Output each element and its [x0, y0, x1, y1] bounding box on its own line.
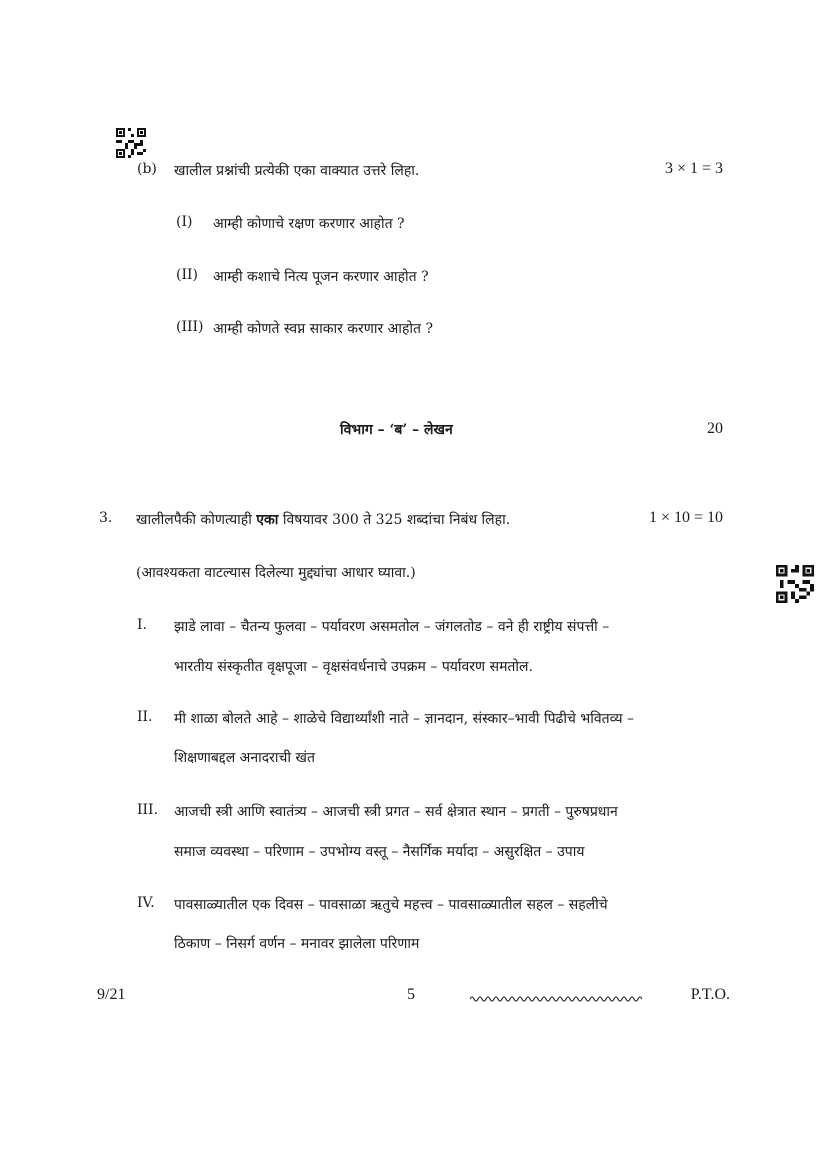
question3-hint: (आवश्यकता वाटल्यास दिलेल्या मुद्द्यांचा आधार घ्यावा.)	[136, 565, 416, 581]
instruction-emphasis: एका	[256, 512, 279, 528]
part-b-label: (b)	[137, 161, 157, 177]
question-number: (III)	[176, 319, 204, 335]
qr-code-right	[776, 565, 814, 603]
topic-number: IV.	[137, 895, 155, 911]
part-b-marks: 3 × 1 = 3	[664, 160, 723, 177]
footer-page-number: 5	[407, 986, 415, 1003]
topic-line: पावसाळ्यातील एक दिवस – पावसाळा ऋतुचे महत्त्व – पावसाळ्यातील सहल – सहलीचे	[174, 897, 608, 913]
question-text: आम्ही कशाचे नित्य पूजन करणार आहोत ?	[213, 269, 429, 285]
topic-line: भारतीय संस्कृतीत वृक्षपूजा – वृक्षसंवर्धनाचे उपक्रम – पर्यावरण समतोल.	[174, 659, 533, 675]
topic-line: आजची स्त्री आणि स्वातंत्र्य – आजची स्त्री प्रगत – सर्व क्षेत्रात स्थान – प्रगती – पुरुषप्रधान	[174, 804, 618, 820]
topic-line: झाडे लावा – चैतन्य फुलवा – पर्यावरण असमतोल – जंगलतोड – वने ही राष्ट्रीय संपत्ती –	[174, 619, 610, 635]
topic-number: III.	[137, 802, 159, 818]
topic-number: II.	[137, 709, 153, 725]
topic-line: मी शाळा बोलते आहे – शाळेचे विद्यार्थ्यांशी नाते – ज्ञानदान, संस्कार–भावी पिढीचे भवितव्य –	[174, 711, 634, 727]
footer-pto: P.T.O.	[690, 986, 730, 1003]
question-number: (I)	[176, 214, 193, 230]
section-marks: 20	[707, 420, 723, 437]
topic-line: ठिकाण – निसर्ग वर्णन – मनावर झालेला परिणाम	[174, 936, 420, 952]
question3-instruction	[136, 510, 510, 529]
part-b-instruction: खालील प्रश्नांची प्रत्येकी एका वाक्यात उत्तरे लिहा.	[174, 163, 420, 179]
instruction-pre: खालीलपैकी कोणत्याही	[136, 512, 252, 528]
topic-line: शिक्षणाबद्दल अनादराची खंत	[174, 750, 315, 766]
footer-code: 9/21	[97, 986, 126, 1003]
section-heading: विभाग – ‘ब’ – लेखन	[340, 422, 453, 438]
topic-number: I.	[137, 617, 147, 633]
instruction-post: विषयावर 300 ते 325 शब्दांचा निबंध लिहा.	[282, 512, 511, 528]
question-text: आम्ही कोणाचे रक्षण करणार आहोत ?	[213, 216, 405, 232]
question-number: (II)	[176, 267, 198, 283]
qr-code-top	[116, 128, 146, 158]
question3-number: 3.	[99, 510, 113, 526]
wavy-divider	[470, 989, 642, 1008]
topic-line: समाज व्यवस्था – परिणाम – उपभोग्य वस्तू – नैसर्गिक मर्यादा – असुरक्षित – उपाय	[174, 844, 585, 860]
question-text: आम्ही कोणते स्वप्न साकार करणार आहोत ?	[213, 321, 433, 337]
question3-marks: 1 × 10 = 10	[648, 509, 723, 526]
